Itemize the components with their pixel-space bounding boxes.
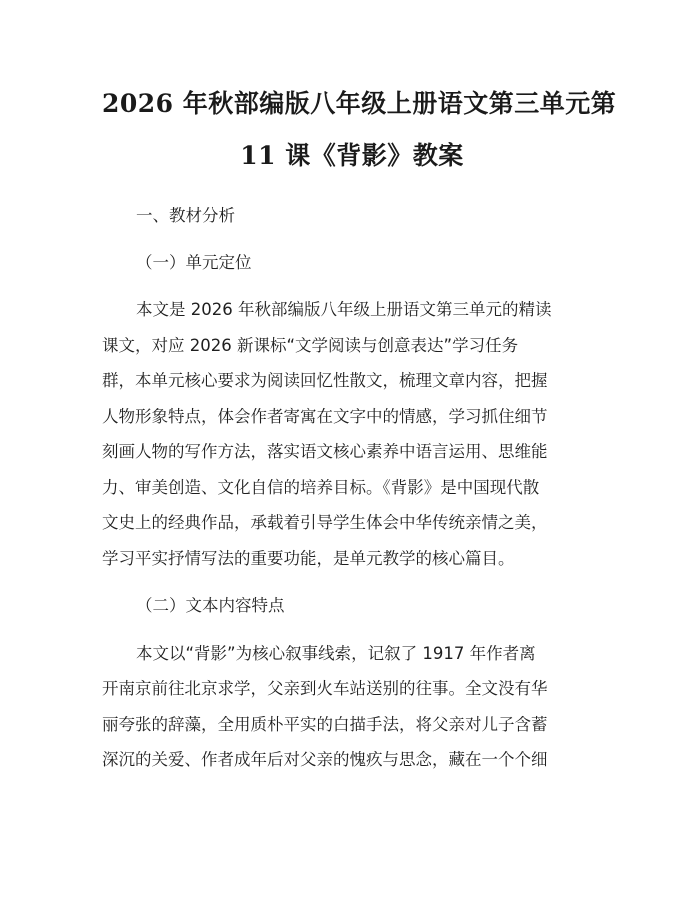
paragraph-line: 课文，对应 2026 新课标“文学阅读与创意表达”学习任务	[102, 335, 519, 355]
paragraph-line: 文史上的经典作品，承载着引导学生体会中华传统亲情之美，	[102, 513, 548, 532]
paragraph-line: 丽夸张的辞藻，全用质朴平实的白描手法，将父亲对儿子含蓄	[102, 714, 548, 734]
paragraph-line: 群，本单元核心要求为阅读回忆性散文，梳理文章内容，把握	[102, 371, 548, 390]
paragraph-line: 力、审美创造、文化自信的培养目标。《背影》是中国现代散	[102, 477, 540, 497]
paragraph-unit-positioning	[102, 292, 602, 576]
paragraph-line: 本文是 2026 年秋部编版八年级上册语文第三单元的精读	[136, 300, 552, 319]
paragraph-line: 本文以“背影”为核心叙事线索，记叙了 1917 年作者离	[136, 643, 536, 663]
paragraph-text-content-features	[102, 636, 602, 778]
paragraph-line: 学习平实抒情写法的重要功能，是单元教学的核心篇目。	[102, 548, 515, 568]
title-line-1: 2026 年秋部编版八年级上册语文第三单元第	[102, 89, 617, 118]
document-title	[102, 0, 617, 182]
paragraph-line: 刻画人物的写作方法，落实语文核心素养中语言运用、思维能	[102, 442, 548, 461]
section-heading-teaching-material-analysis: 一、教材分析	[136, 206, 235, 225]
subsection-heading-unit-positioning: （一）单元定位	[136, 252, 252, 272]
title-line-2: 11 课《背影》教案	[240, 141, 464, 170]
paragraph-line: 深沉的关爱、作者成年后对父亲的愧疚与思念，藏在一个个细	[102, 750, 548, 769]
paragraph-line: 人物形象特点，体会作者寄寓在文字中的情感，学习抓住细节	[102, 406, 548, 426]
paragraph-line: 开南京前往北京求学，父亲到火车站送别的往事。全文没有华	[102, 679, 548, 698]
subsection-heading-text-content-features: （二）文本内容特点	[136, 596, 285, 615]
